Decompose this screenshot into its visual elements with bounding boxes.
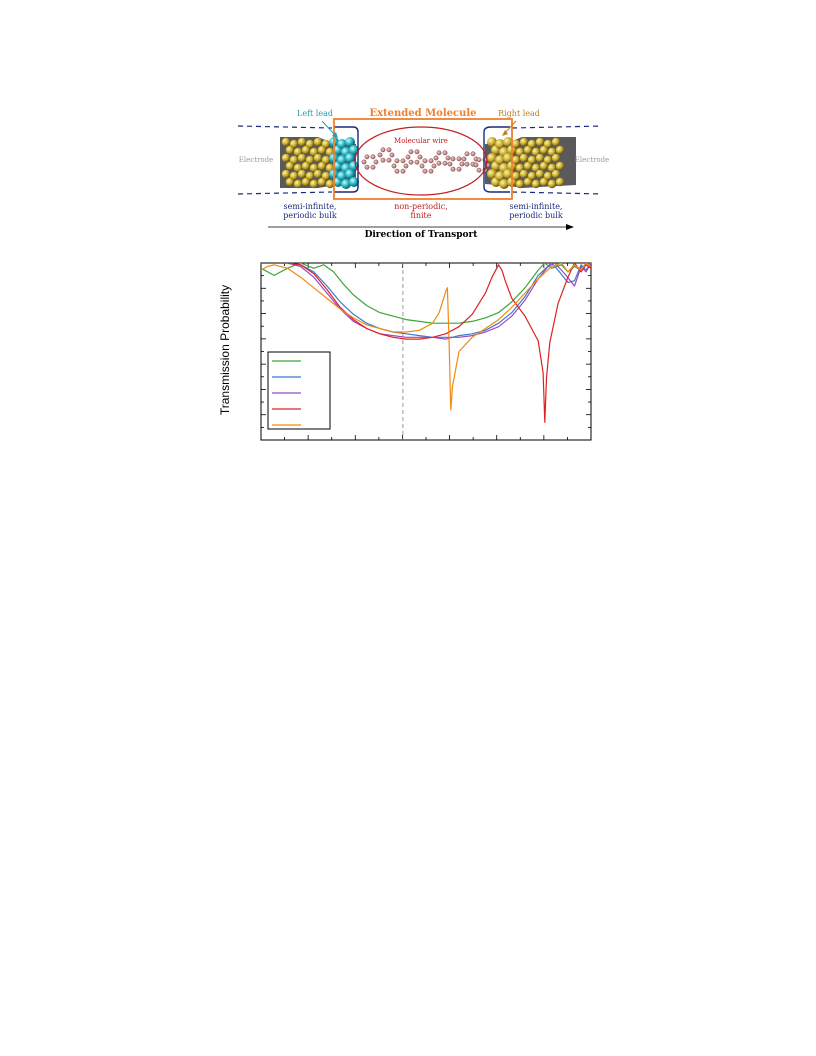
legend-box xyxy=(268,352,330,429)
transmission-chart xyxy=(0,0,816,460)
extended-molecule-label: Extended Molecule xyxy=(369,108,477,119)
left-bulk-label: semi-infinite, periodic bulk xyxy=(283,202,337,220)
right-lead-label: Right lead xyxy=(498,109,540,118)
center-region-label: non-periodic, finite xyxy=(394,202,448,220)
electrode-right-label: Electrode xyxy=(574,156,610,164)
left-lead-label: Left lead xyxy=(297,109,333,118)
electrode-left-label: Electrode xyxy=(238,156,274,164)
right-bulk-label: semi-infinite, periodic bulk xyxy=(509,202,563,220)
molecular-wire-label: Molecular wire xyxy=(394,137,448,145)
series-line-3 xyxy=(261,263,591,339)
direction-label: Direction of Transport xyxy=(364,230,478,240)
y-axis-label: Transmission Probability xyxy=(218,284,232,416)
